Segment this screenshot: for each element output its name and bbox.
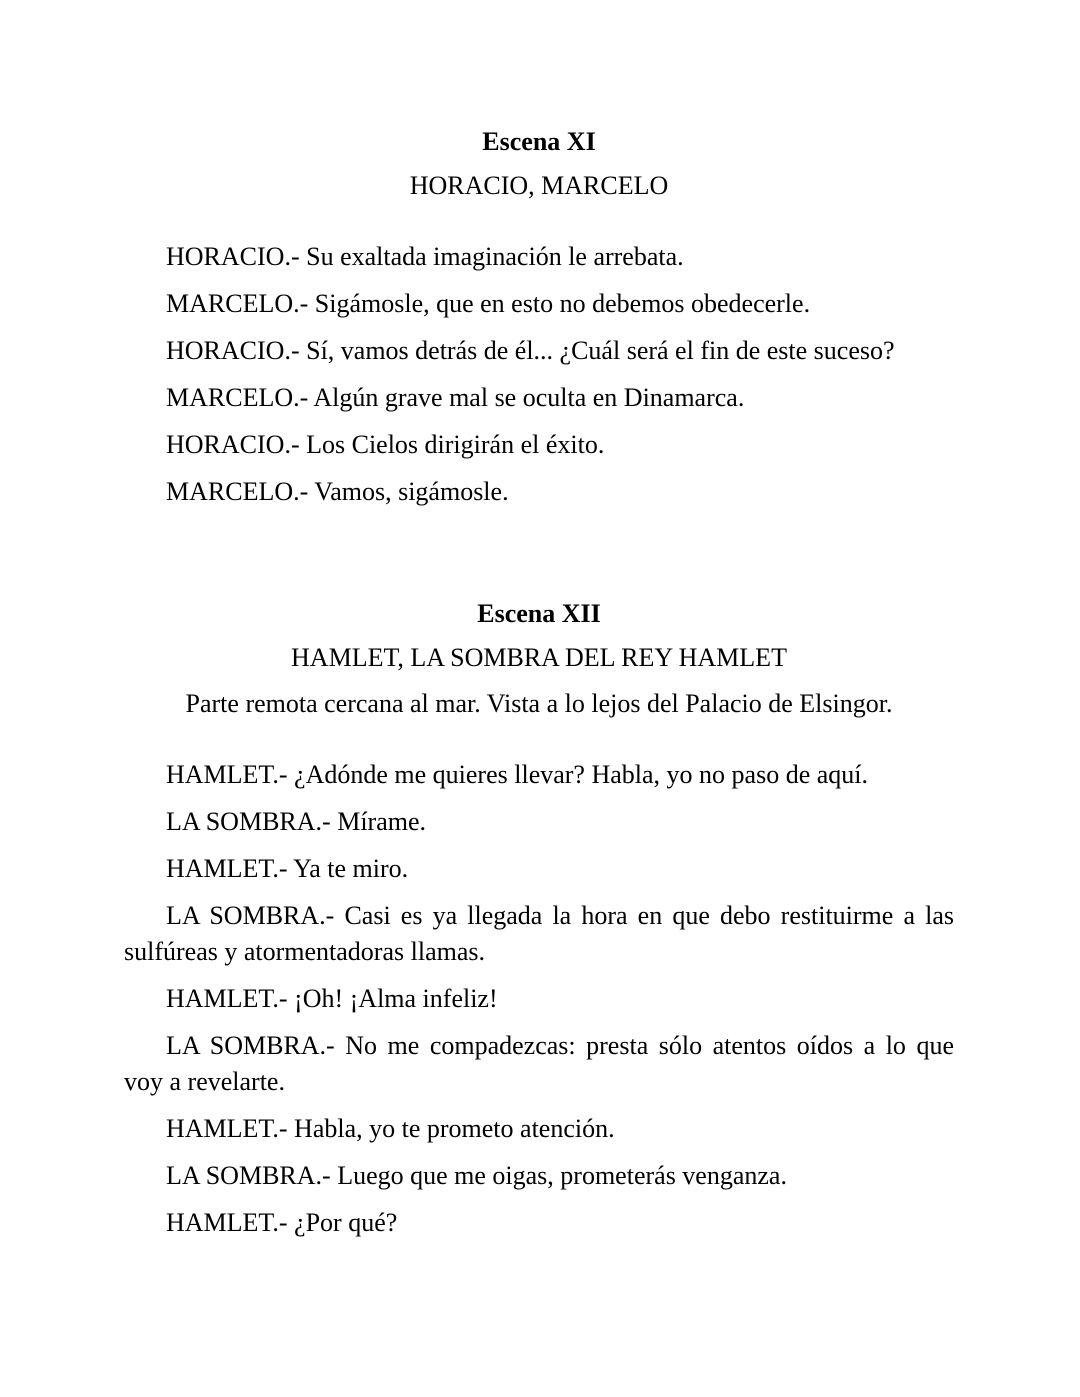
scene-heading: Escena XI — [482, 127, 596, 156]
dialogue-line — [124, 1111, 954, 1147]
dialogue-group — [124, 239, 954, 510]
dialogue-text-line: LA SOMBRA.- Luego que me oigas, prometerás venganza. — [166, 1161, 787, 1190]
dialogue-text-line: LA SOMBRA.- No me compadezcas: presta sólo atentos oídos a lo que — [166, 1031, 954, 1060]
dialogue-text-line: MARCELO.- Sigámosle, que en esto no debemos obedecerle. — [166, 289, 811, 318]
document-page — [124, 0, 954, 1241]
dialogue-line — [124, 757, 954, 793]
dialogue-text-line: HAMLET.- ¿Adónde me quieres llevar? Habla, yo no paso de aquí. — [166, 760, 869, 789]
dialogue-line — [124, 804, 954, 840]
dialogue-line — [124, 239, 954, 275]
dialogue-text-line: LA SOMBRA.- Casi es ya llegada la hora en que debo restituirme a las — [166, 901, 954, 930]
dialogue-text-line: HAMLET.- Habla, yo te prometo atención. — [166, 1114, 615, 1143]
dialogue-text-line: voy a revelarte. — [124, 1067, 285, 1096]
scene-cast: HORACIO, MARCELO — [409, 171, 669, 200]
stage-direction: Parte remota cercana al mar. Vista a lo lejos del Palacio de Elsingor. — [185, 689, 893, 718]
dialogue-text-line: HORACIO.- Su exaltada imaginación le arrebata. — [166, 242, 684, 271]
dialogue-line — [124, 1158, 954, 1194]
dialogue-line — [124, 427, 954, 463]
dialogue-text-line: sulfúreas y atormentadoras llamas. — [124, 937, 485, 966]
dialogue-line — [124, 474, 954, 510]
dialogue-text-line: HAMLET.- ¡Oh! ¡Alma infeliz! — [166, 984, 498, 1013]
dialogue-line — [124, 1205, 954, 1241]
dialogue-text-line: LA SOMBRA.- Mírame. — [166, 807, 426, 836]
scene-xii-section — [124, 596, 954, 1241]
dialogue-line — [124, 1028, 954, 1100]
dialogue-line — [124, 333, 954, 369]
dialogue-line — [124, 380, 954, 416]
dialogue-text-line: HAMLET.- ¿Por qué? — [166, 1208, 398, 1237]
dialogue-text-line: HORACIO.- Sí, vamos detrás de él... ¿Cuál será el fin de este suceso? — [166, 336, 895, 365]
dialogue-text-line: MARCELO.- Algún grave mal se oculta en Dinamarca. — [166, 383, 745, 412]
dialogue-text-line: HORACIO.- Los Cielos dirigirán el éxito. — [166, 430, 605, 459]
scene-xi-section — [124, 124, 954, 510]
scene-heading: Escena XII — [477, 599, 601, 628]
scene-cast: HAMLET, LA SOMBRA DEL REY HAMLET — [291, 643, 787, 672]
dialogue-line — [124, 851, 954, 887]
dialogue-line — [124, 286, 954, 322]
dialogue-text-line: HAMLET.- Ya te miro. — [166, 854, 409, 883]
dialogue-line — [124, 898, 954, 970]
dialogue-text-line: MARCELO.- Vamos, sigámosle. — [166, 477, 509, 506]
dialogue-line — [124, 981, 954, 1017]
dialogue-group — [124, 757, 954, 1241]
